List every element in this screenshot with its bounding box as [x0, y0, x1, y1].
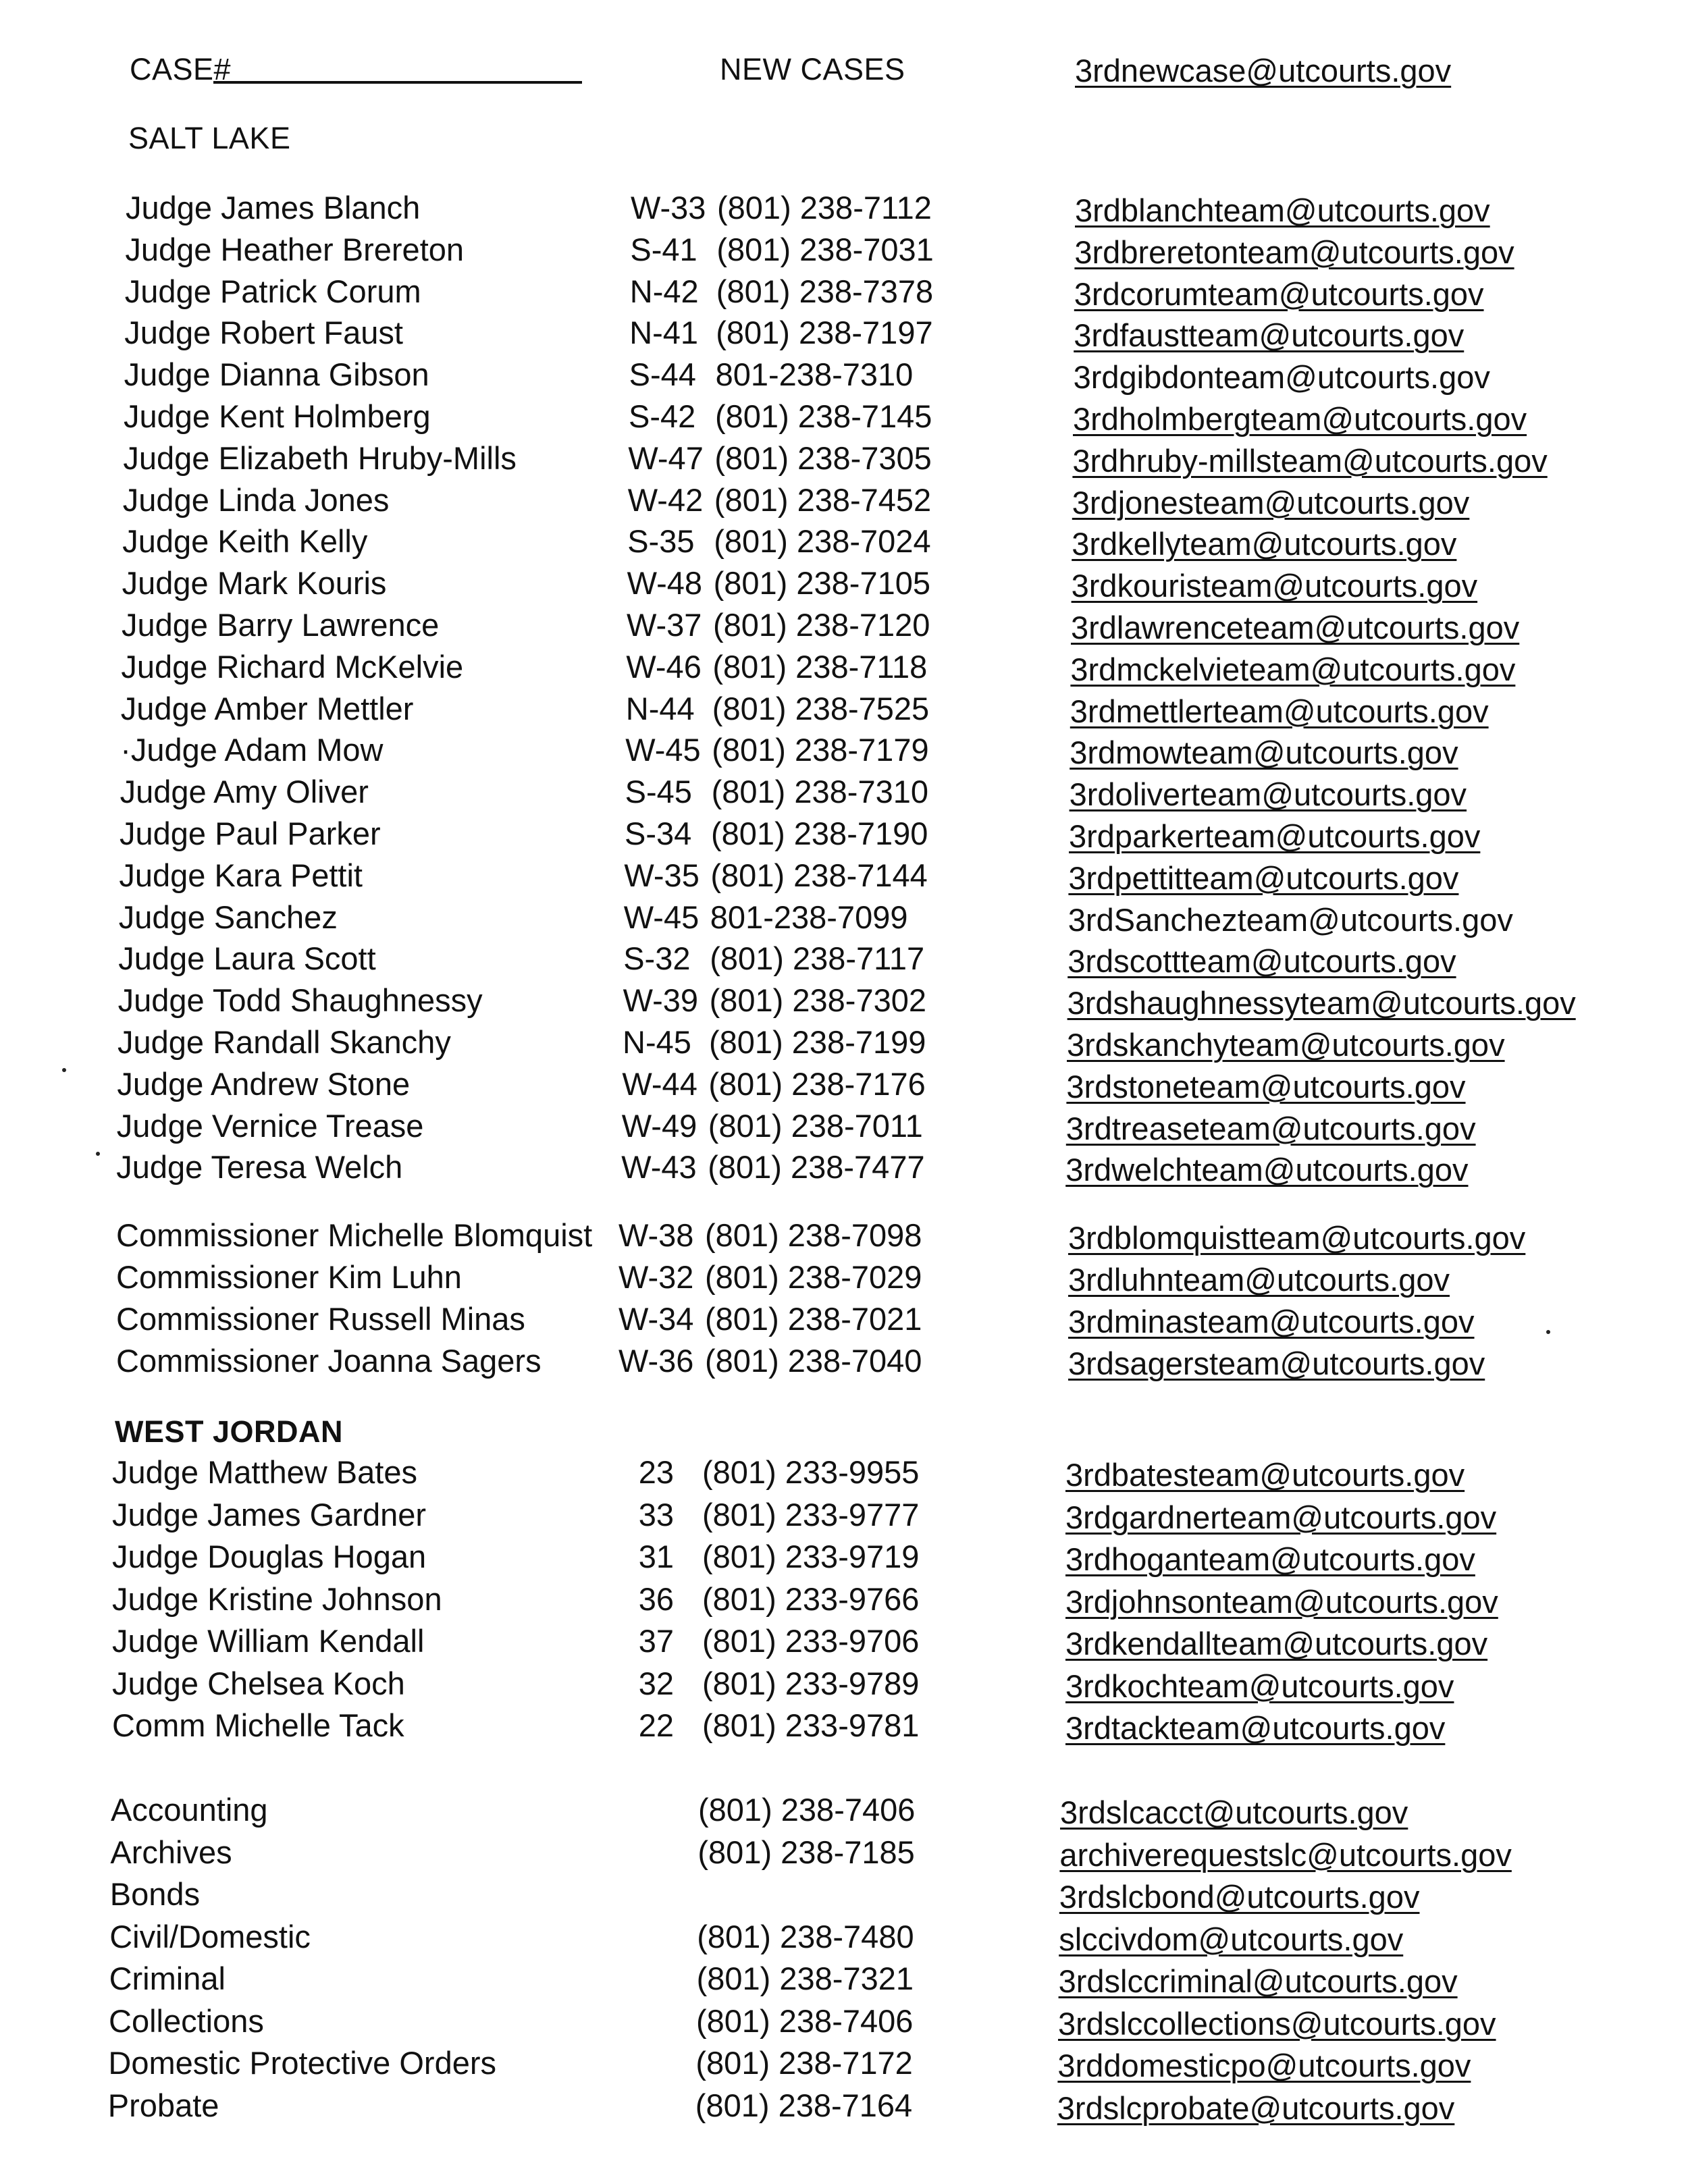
judge-row-email-link[interactable]: 3rdhruby-millsteam@utcourts.gov	[1072, 442, 1548, 479]
commissioner-row	[0, 1215, 1688, 1256]
judge-row	[0, 312, 1688, 354]
judge-row-name: Judge Sanchez	[118, 899, 338, 935]
department-row-phone: (801) 238-7172	[695, 2045, 913, 2081]
judge-row	[0, 688, 1688, 730]
judge-row-email-link[interactable]: 3rdlawrenceteam@utcourts.gov	[1071, 610, 1520, 645]
judge-row-phone: (801) 238-7477	[708, 1149, 925, 1186]
judge-row-room: W-49	[621, 1107, 697, 1144]
header-row	[0, 49, 1688, 90]
wj-judge-row-name: Judge William Kendall	[112, 1623, 425, 1659]
wj-judge-row-room: 37	[638, 1623, 674, 1659]
department-row-name: Domestic Protective Orders	[108, 2045, 496, 2081]
judge-row-email-link[interactable]: 3rdskanchyteam@utcourts.gov	[1067, 1027, 1505, 1063]
judge-row-phone: (801) 238-7176	[708, 1065, 926, 1102]
department-row-email-link[interactable]: archiverequestslc@utcourts.gov	[1059, 1836, 1512, 1873]
judge-row-phone: (801) 238-7031	[716, 231, 934, 267]
judge-row-name: Judge Paul Parker	[120, 816, 381, 851]
case-number-label: CASE#	[130, 52, 232, 86]
commissioner-row-phone: (801) 238-7021	[705, 1301, 922, 1337]
judge-row-name: Judge Kara Pettit	[119, 857, 363, 893]
commissioner-row	[0, 1340, 1688, 1382]
judge-row-room: W-37	[627, 607, 702, 643]
judge-row-room: N-41	[629, 315, 699, 351]
judge-row-email-link[interactable]: 3rdSanchezteam@utcourts.gov	[1067, 901, 1513, 938]
judge-row	[0, 187, 1688, 229]
judge-row-phone: 801-238-7310	[715, 356, 914, 393]
department-row-email-link[interactable]: slccivdom@utcourts.gov	[1059, 1921, 1404, 1957]
judge-row	[0, 604, 1688, 646]
wj-judge-row-email-link[interactable]: 3rdbatesteam@utcourts.gov	[1065, 1457, 1465, 1493]
wj-judge-row-phone: (801) 233-9766	[702, 1580, 920, 1617]
judge-row-phone: (801) 238-7525	[712, 690, 930, 726]
judge-row-name: Judge James Blanch	[126, 190, 421, 225]
department-row-name: Criminal	[109, 1961, 226, 1996]
wj-judge-row	[0, 1451, 1688, 1493]
judge-row-phone: (801) 238-7190	[711, 816, 928, 851]
judge-row	[0, 479, 1688, 521]
scan-speck	[1546, 1330, 1550, 1334]
department-row	[0, 1789, 1688, 1831]
judge-row-email-link[interactable]: 3rdtreaseteam@utcourts.gov	[1065, 1110, 1476, 1146]
judge-row-name: Judge Todd Shaughnessy	[117, 982, 483, 1019]
judge-row-room: S-35	[627, 523, 695, 560]
commissioner-row-name: Commissioner Kim Luhn	[116, 1259, 462, 1295]
judge-row-name: Judge Randall Skanchy	[117, 1024, 451, 1060]
department-row-name: Archives	[110, 1834, 232, 1870]
judge-row-email-link[interactable]: 3rdbreretonteam@utcourts.gov	[1074, 234, 1514, 270]
wj-judge-row-email-link[interactable]: 3rdkochteam@utcourts.gov	[1065, 1668, 1454, 1704]
department-row-name: Bonds	[109, 1876, 201, 1912]
judge-row-email-link[interactable]: 3rdjonesteam@utcourts.gov	[1072, 484, 1470, 521]
judge-row-room: W-46	[626, 648, 702, 685]
judge-row-phone: (801) 238-7118	[712, 648, 928, 685]
judge-row-room: W-39	[623, 982, 699, 1019]
new-cases-label: NEW CASES	[720, 52, 905, 86]
commissioner-row-room: W-34	[618, 1301, 694, 1337]
judge-row-room: W-47	[628, 440, 704, 476]
judge-row-name: Judge Patrick Corum	[124, 273, 421, 309]
department-row-email-link[interactable]: 3rdslccriminal@utcourts.gov	[1058, 1963, 1458, 1999]
scan-speck	[96, 1152, 100, 1156]
judge-row-email-link[interactable]: 3rdwelchteam@utcourts.gov	[1065, 1152, 1469, 1188]
judge-row	[0, 855, 1688, 897]
commissioner-row-room: W-36	[618, 1343, 694, 1379]
judge-row-phone: (801) 238-7120	[713, 607, 930, 643]
judge-row-name: Judge Amber Mettler	[120, 690, 414, 726]
case-number-blank-line	[213, 81, 582, 84]
wj-judge-row	[0, 1705, 1688, 1747]
department-row	[0, 2042, 1688, 2084]
wj-judge-row-name: Judge Douglas Hogan	[112, 1539, 427, 1574]
judge-row-email-link[interactable]: 3rdpettitteam@utcourts.gov	[1068, 859, 1459, 896]
department-row-name: Civil/Domestic	[109, 1918, 311, 1954]
judge-row-email-link[interactable]: 3rdmckelvieteam@utcourts.gov	[1070, 651, 1516, 687]
department-row-phone: (801) 238-7164	[695, 2087, 913, 2123]
west-jordan-heading: WEST JORDAN	[115, 1414, 344, 1449]
wj-judge-row	[0, 1578, 1688, 1620]
wj-judge-row-phone: (801) 233-9789	[702, 1665, 920, 1701]
department-row	[0, 1873, 1688, 1915]
judge-row	[0, 646, 1688, 688]
judge-row-name: Judge Heather Brereton	[125, 231, 465, 267]
wj-judge-row-room: 33	[638, 1496, 674, 1533]
judge-row-phone: (801) 238-7310	[711, 774, 928, 810]
wj-judge-row-room: 22	[638, 1707, 674, 1743]
wj-judge-row-room: 23	[638, 1454, 674, 1490]
commissioner-row-email-link[interactable]: 3rdluhnteam@utcourts.gov	[1068, 1262, 1450, 1298]
wj-judge-row-phone: (801) 233-9955	[702, 1454, 920, 1490]
department-row	[0, 1958, 1688, 2000]
commissioner-row	[0, 1256, 1688, 1298]
judge-row-phone: (801) 238-7011	[708, 1107, 923, 1144]
judge-row-email-link[interactable]: 3rdstoneteam@utcourts.gov	[1066, 1068, 1466, 1104]
judge-row-phone: (801) 238-7378	[716, 273, 934, 309]
judge-row-phone: (801) 238-7302	[709, 982, 926, 1019]
commissioner-row	[0, 1298, 1688, 1340]
salt-lake-heading: SALT LAKE	[128, 121, 291, 155]
department-row-email-link[interactable]: 3rdslcprobate@utcourts.gov	[1057, 2089, 1455, 2126]
wj-judge-row-room: 31	[638, 1539, 674, 1574]
judge-row-email-link[interactable]: 3rdcorumteam@utcourts.gov	[1074, 275, 1484, 312]
wj-judge-row-room: 32	[638, 1665, 674, 1701]
judge-row-name: Judge Richard McKelvie	[121, 648, 464, 685]
department-row-name: Accounting	[111, 1792, 268, 1828]
new-cases-email-link[interactable]: 3rdnewcase@utcourts.gov	[1075, 53, 1452, 88]
judge-row-room: S-45	[625, 774, 692, 810]
judge-row-room: W-45	[625, 732, 701, 768]
judge-row-name: Judge Mark Kouris	[122, 565, 387, 602]
wj-judge-row-phone: (801) 233-9781	[702, 1707, 920, 1743]
judge-row-room: W-44	[622, 1065, 697, 1102]
judge-row-phone: 801-238-7099	[710, 899, 908, 935]
judge-row-name: Judge Keith Kelly	[122, 523, 368, 560]
commissioner-row-phone: (801) 238-7029	[705, 1259, 922, 1295]
judge-row-email-link[interactable]: 3rdgibdonteam@utcourts.gov	[1073, 359, 1490, 396]
wj-judge-row-phone: (801) 233-9719	[702, 1539, 920, 1574]
wj-judge-row-email-link[interactable]: 3rdjohnsonteam@utcourts.gov	[1065, 1583, 1498, 1620]
judge-row-email-link[interactable]: 3rdoliverteam@utcourts.gov	[1069, 776, 1467, 813]
judge-row-phone: (801) 238-7199	[709, 1024, 926, 1060]
commissioner-row-name: Commissioner Michelle Blomquist	[116, 1217, 593, 1253]
department-row-phone: (801) 238-7406	[698, 1792, 916, 1828]
judge-row-room: S-44	[629, 356, 696, 393]
department-row	[0, 1832, 1688, 1873]
department-row-email-link[interactable]: 3rdslccollections@utcourts.gov	[1058, 2005, 1496, 2042]
judge-row-phone: (801) 238-7144	[710, 857, 928, 893]
judge-row	[0, 396, 1688, 437]
wj-judge-row-phone: (801) 233-9777	[702, 1496, 920, 1533]
judge-row-phone: (801) 238-7197	[716, 315, 933, 351]
commissioner-row-email-link[interactable]: 3rdsagersteam@utcourts.gov	[1068, 1346, 1485, 1381]
wj-judge-row-name: Comm Michelle Tack	[112, 1707, 404, 1743]
judge-row-email-link[interactable]: 3rdmowteam@utcourts.gov	[1070, 735, 1458, 771]
west-jordan-heading-row	[0, 1411, 1688, 1453]
department-row-phone: (801) 238-7185	[697, 1834, 915, 1870]
judge-row-name: Judge Barry Lawrence	[122, 607, 440, 643]
judge-row	[0, 562, 1688, 604]
judge-row-room: W-33	[631, 190, 706, 225]
judge-row	[0, 938, 1688, 980]
wj-judge-row	[0, 1663, 1688, 1705]
judge-row	[0, 771, 1688, 813]
commissioner-row-room: W-32	[618, 1259, 694, 1295]
judge-row-phone: (801) 238-7117	[710, 940, 925, 977]
salt-lake-heading-row	[0, 117, 1688, 159]
wj-judge-row-room: 36	[638, 1580, 674, 1617]
judge-row-phone: (801) 238-7452	[714, 481, 932, 518]
judge-row-phone: (801) 238-7145	[715, 398, 932, 434]
judge-row	[0, 229, 1688, 271]
judge-row-email-link[interactable]: 3rdmettlerteam@utcourts.gov	[1070, 693, 1489, 729]
judge-row	[0, 1021, 1688, 1063]
commissioner-row-email-link[interactable]: 3rdminasteam@utcourts.gov	[1068, 1304, 1475, 1339]
judge-row	[0, 521, 1688, 562]
judge-row	[0, 1063, 1688, 1105]
judge-row-room: W-43	[621, 1149, 697, 1186]
judge-row	[0, 437, 1688, 479]
judge-row-room: W-42	[627, 481, 704, 518]
judge-row-phone: (801) 238-7024	[714, 523, 931, 560]
judge-row-email-link[interactable]: 3rdfaustteam@utcourts.gov	[1074, 317, 1465, 354]
judge-row-name: Judge Amy Oliver	[120, 774, 369, 810]
judge-row	[0, 1146, 1688, 1188]
commissioner-row-name: Commissioner Joanna Sagers	[116, 1343, 542, 1379]
judge-row	[0, 271, 1688, 313]
department-row	[0, 2085, 1688, 2127]
judge-row-email-link[interactable]: 3rdscottteam@utcourts.gov	[1067, 943, 1456, 980]
judge-row-email-link[interactable]: 3rdblanchteam@utcourts.gov	[1075, 192, 1490, 228]
wj-judge-row-name: Judge Chelsea Koch	[112, 1665, 405, 1701]
judge-row-name: Judge Elizabeth Hruby-Mills	[123, 440, 517, 476]
judge-row-room: W-35	[624, 857, 700, 893]
commissioner-row-phone: (801) 238-7040	[705, 1343, 922, 1379]
judge-row-phone: (801) 238-7112	[717, 190, 932, 225]
department-row-phone: (801) 238-7406	[696, 2002, 914, 2039]
judge-row-phone: (801) 238-7179	[712, 732, 929, 768]
judge-row-room: S-34	[625, 816, 692, 851]
department-row-email-link[interactable]: 3rddomesticpo@utcourts.gov	[1057, 2048, 1471, 2083]
judge-row-room: W-45	[623, 899, 700, 935]
judge-row	[0, 729, 1688, 771]
department-row	[0, 1916, 1688, 1958]
judge-row	[0, 354, 1688, 396]
judge-row-name: Judge Vernice Trease	[116, 1107, 424, 1144]
wj-judge-row-name: Judge James Gardner	[112, 1496, 427, 1533]
department-row-phone: (801) 238-7321	[696, 1961, 914, 1996]
wj-judge-row	[0, 1620, 1688, 1662]
judge-row-phone: (801) 238-7105	[713, 565, 930, 602]
wj-judge-row-phone: (801) 233-9706	[702, 1623, 920, 1659]
judge-row	[0, 813, 1688, 855]
judge-row	[0, 897, 1688, 938]
judge-row-name: Judge Laura Scott	[118, 940, 376, 977]
judge-row-name: Judge Linda Jones	[122, 481, 390, 518]
department-row-phone: (801) 238-7480	[697, 1918, 914, 1954]
judge-row-name: Judge Kent Holmberg	[124, 398, 431, 434]
judge-row-name: Judge Dianna Gibson	[124, 356, 429, 393]
department-row-name: Collections	[109, 2002, 264, 2039]
judge-row-name: Judge Andrew Stone	[117, 1065, 411, 1102]
judge-row-email-link[interactable]: 3rdkouristeam@utcourts.gov	[1071, 568, 1478, 604]
judge-row-room: N-42	[629, 273, 699, 309]
wj-judge-row-email-link[interactable]: 3rdtackteam@utcourts.gov	[1065, 1710, 1446, 1746]
judge-row	[0, 980, 1688, 1021]
commissioner-row-name: Commissioner Russell Minas	[116, 1301, 525, 1337]
wj-judge-row-name: Judge Kristine Johnson	[112, 1580, 442, 1617]
judge-row-room: N-45	[623, 1024, 691, 1060]
judge-row-email-link[interactable]: 3rdshaughnessyteam@utcourts.gov	[1067, 985, 1576, 1021]
judge-row-name: ·Judge Adam Mow	[120, 732, 384, 768]
department-row-email-link[interactable]: 3rdslcacct@utcourts.gov	[1060, 1794, 1408, 1830]
wj-judge-row-email-link[interactable]: 3rdkendallteam@utcourts.gov	[1065, 1626, 1488, 1661]
judge-row-room: S-41	[630, 231, 697, 267]
commissioner-row-room: W-38	[618, 1217, 694, 1253]
judge-row-email-link[interactable]: 3rdkellyteam@utcourts.gov	[1072, 526, 1457, 562]
judge-row-name: Judge Teresa Welch	[116, 1149, 403, 1186]
department-row-email-link[interactable]: 3rdslcbond@utcourts.gov	[1059, 1879, 1420, 1915]
scan-speck	[62, 1068, 66, 1072]
wj-judge-row-email-link[interactable]: 3rdgardnerteam@utcourts.gov	[1065, 1499, 1497, 1535]
judge-row-room: N-44	[625, 690, 695, 726]
wj-judge-row	[0, 1494, 1688, 1536]
commissioner-row-phone: (801) 238-7098	[705, 1217, 922, 1253]
commissioner-row-email-link[interactable]: 3rdblomquistteam@utcourts.gov	[1068, 1220, 1526, 1256]
department-row	[0, 2000, 1688, 2042]
judge-row-phone: (801) 238-7305	[714, 440, 932, 476]
judge-row-room: S-32	[623, 940, 691, 977]
wj-judge-row	[0, 1536, 1688, 1578]
judge-row-room: W-48	[627, 565, 703, 602]
judge-row-email-link[interactable]: 3rdholmbergteam@utcourts.gov	[1073, 401, 1527, 437]
judge-row-email-link[interactable]: 3rdparkerteam@utcourts.gov	[1069, 818, 1481, 854]
judge-row	[0, 1105, 1688, 1147]
department-row-name: Probate	[107, 2087, 219, 2123]
judge-row-name: Judge Robert Faust	[124, 315, 403, 351]
wj-judge-row-name: Judge Matthew Bates	[112, 1454, 417, 1490]
judge-row-room: S-42	[629, 398, 696, 434]
wj-judge-row-email-link[interactable]: 3rdhoganteam@utcourts.gov	[1065, 1541, 1475, 1577]
